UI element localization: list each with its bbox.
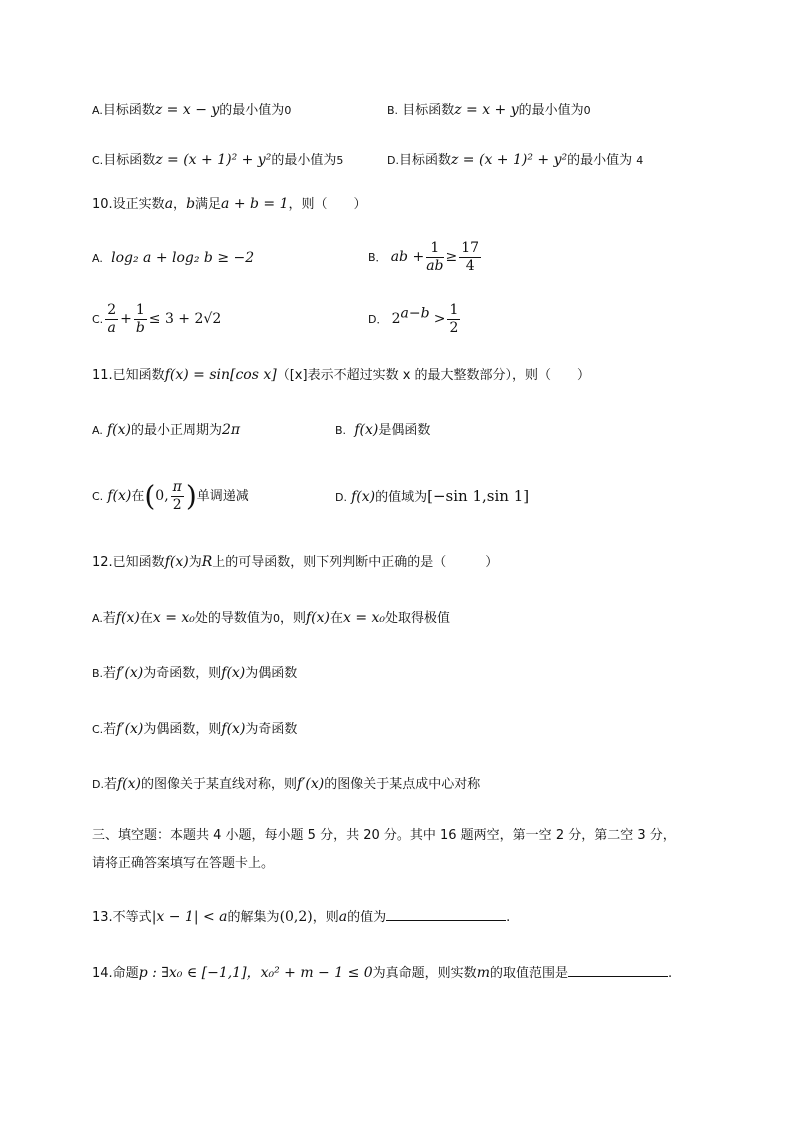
value: 0 bbox=[284, 104, 292, 117]
stem-text: ，则 bbox=[312, 910, 339, 925]
exponent: a−b bbox=[400, 305, 430, 322]
fx: f(x) bbox=[305, 610, 330, 626]
value: 2π bbox=[222, 422, 241, 438]
stem-text: 上的可导函数，则下列判断中正确的是（ ） bbox=[212, 555, 499, 570]
q14 bbox=[92, 962, 672, 984]
note: （[x]表示不超过实数 x 的最大整数部分），则（ ） bbox=[276, 368, 591, 383]
option-text: ，则 bbox=[279, 611, 306, 626]
fx: f(x) bbox=[351, 489, 376, 505]
option-text: 的最小值为 bbox=[271, 153, 337, 168]
fraction bbox=[134, 302, 147, 337]
section-3-heading-cont bbox=[92, 854, 274, 874]
formula: z = x − y bbox=[154, 102, 220, 118]
q9-option-b bbox=[387, 100, 591, 121]
option-text: 若 bbox=[102, 611, 116, 626]
formula: z = (x + 1)² + y² bbox=[450, 152, 568, 168]
denominator: 2 bbox=[172, 497, 182, 513]
option-text: 的最小值为 bbox=[518, 103, 584, 118]
numerator: 1 bbox=[135, 302, 145, 318]
q9-option-a bbox=[92, 100, 291, 121]
q12-option-d bbox=[92, 774, 480, 795]
option-text: 目标函数 bbox=[402, 103, 455, 118]
q11-option-b bbox=[335, 420, 430, 441]
stem-text: 10.设正实数 bbox=[92, 197, 165, 212]
fraction bbox=[171, 479, 184, 514]
fraction bbox=[447, 302, 460, 337]
fraction bbox=[426, 240, 443, 275]
fx: f(x) bbox=[116, 776, 141, 792]
value: 4 bbox=[636, 154, 644, 167]
stem-text: 满足 bbox=[195, 197, 222, 212]
answer-blank[interactable] bbox=[568, 962, 668, 977]
var-a: a bbox=[164, 196, 174, 212]
fx: f′(x) bbox=[297, 776, 325, 792]
option-text: 为偶函数，则 bbox=[143, 722, 222, 737]
option-text: 为奇函数 bbox=[245, 722, 298, 737]
fx: f(x) bbox=[164, 554, 189, 570]
left-paren: ( bbox=[144, 479, 156, 513]
section-instructions-line1: 三、填空题：本题共 4 小题，每小题 5 分，共 20 分。其中 16 题两空，第一空 2 分，第二空 3 分， bbox=[92, 828, 676, 843]
denominator: 2 bbox=[449, 320, 459, 336]
fx: f(x) bbox=[354, 422, 379, 438]
denominator: a bbox=[107, 320, 116, 336]
stem-text: 11.已知函数 bbox=[92, 368, 165, 383]
formula: z = x + y bbox=[454, 102, 519, 118]
section-3-heading bbox=[92, 826, 676, 846]
numerator: 1 bbox=[426, 240, 443, 258]
q10-option-c bbox=[92, 300, 221, 339]
comma: ， bbox=[173, 197, 187, 212]
q12-option-c bbox=[92, 719, 297, 740]
fx: f(x) bbox=[221, 721, 246, 737]
option-text: 单调递减 bbox=[196, 489, 249, 504]
q9-option-d bbox=[387, 150, 643, 171]
expression: x₀² + m − 1 ≤ 0 bbox=[260, 965, 373, 981]
option-text: 的最小正周期为 bbox=[130, 423, 222, 438]
fraction bbox=[459, 240, 481, 275]
q11-option-c bbox=[92, 474, 249, 519]
option-label: B. bbox=[335, 424, 347, 437]
function-def: f(x) = sin[cos x] bbox=[164, 367, 277, 383]
option-text: 在 bbox=[131, 489, 145, 504]
stem-text: 为 bbox=[188, 555, 202, 570]
relation: ≥ bbox=[445, 249, 458, 265]
var-a: a bbox=[338, 909, 348, 925]
option-label: B． bbox=[368, 251, 387, 264]
option-label: B. bbox=[387, 104, 399, 117]
denominator: b bbox=[135, 320, 145, 336]
fx: f(x) bbox=[107, 488, 132, 504]
formula: log₂ a + log₂ b ≥ −2 bbox=[111, 250, 255, 266]
option-label: A. bbox=[92, 424, 103, 437]
option-label: C. bbox=[92, 723, 104, 736]
q10-option-a bbox=[92, 248, 254, 269]
option-text: 在 bbox=[139, 611, 153, 626]
option-text: 为偶函数 bbox=[245, 666, 298, 681]
q9-option-c bbox=[92, 150, 343, 171]
solution-set: (0,2) bbox=[279, 909, 313, 925]
fx: f(x) bbox=[221, 665, 246, 681]
interval-left: 0, bbox=[155, 488, 169, 504]
option-text: 的值域为 bbox=[375, 490, 428, 505]
option-text: 目标函数 bbox=[103, 153, 156, 168]
right-paren: ) bbox=[185, 479, 197, 513]
inequality: |x − 1| < a bbox=[151, 909, 228, 925]
option-text: 为奇函数，则 bbox=[143, 666, 222, 681]
fx: f(x) bbox=[115, 610, 140, 626]
option-text: 是偶函数 bbox=[378, 423, 431, 438]
stem-text: 13.不等式 bbox=[92, 910, 152, 925]
option-text: 的最小值为 bbox=[219, 103, 285, 118]
option-label: D. bbox=[335, 491, 347, 504]
answer-blank[interactable] bbox=[386, 906, 506, 921]
option-text: 在 bbox=[329, 611, 343, 626]
option-text: 处的导数值为 bbox=[194, 611, 273, 626]
q11-option-d bbox=[335, 486, 529, 508]
option-text: 的最小值为 bbox=[567, 153, 633, 168]
option-label: C. bbox=[92, 490, 104, 503]
option-text: 目标函数 bbox=[102, 103, 155, 118]
fx: f′(x) bbox=[116, 721, 144, 737]
relation: > bbox=[433, 311, 446, 327]
var-b: b bbox=[186, 196, 196, 212]
stem-text: 的取值范围是 bbox=[489, 966, 568, 981]
option-text: 若 bbox=[103, 722, 117, 737]
formula: z = (x + 1)² + y² bbox=[155, 152, 272, 168]
q11-option-a bbox=[92, 420, 240, 441]
q10-option-b bbox=[368, 238, 483, 277]
option-label: B. bbox=[92, 667, 104, 680]
numerator: 2 bbox=[107, 302, 117, 318]
formula: x = x₀ bbox=[152, 610, 195, 626]
var-m: m bbox=[476, 965, 490, 981]
base: 2 bbox=[391, 311, 401, 327]
stem-text: 为真命题，则实数 bbox=[372, 966, 477, 981]
var-R: R bbox=[201, 554, 213, 570]
q12-option-a bbox=[92, 608, 450, 629]
q10-option-d bbox=[368, 300, 462, 339]
option-label: C. bbox=[92, 313, 104, 326]
q13 bbox=[92, 906, 510, 928]
value: 0 bbox=[272, 612, 280, 625]
option-text: 处取得极值 bbox=[385, 611, 451, 626]
option-text: 目标函数 bbox=[398, 153, 451, 168]
stem-text: ，则（ ） bbox=[288, 197, 367, 212]
q12-option-b bbox=[92, 663, 297, 684]
formula-left: ab + bbox=[390, 249, 425, 265]
condition: a + b = 1 bbox=[221, 196, 289, 212]
fraction bbox=[105, 302, 118, 337]
stem-text: 14.命题 bbox=[92, 966, 139, 981]
option-text: 的图像关于某点成中心对称 bbox=[324, 777, 481, 792]
proposition: p : ∃x₀ ∈ [−1,1]， bbox=[138, 965, 261, 981]
option-label: D. bbox=[387, 154, 399, 167]
denominator: 4 bbox=[465, 258, 475, 274]
q12-stem bbox=[92, 552, 498, 573]
formula: x = x₀ bbox=[342, 610, 386, 626]
option-label: A. bbox=[92, 612, 103, 625]
fx: f′(x) bbox=[116, 665, 144, 681]
range: [−sin 1,sin 1] bbox=[427, 487, 530, 505]
plus: + bbox=[120, 311, 132, 327]
numerator: 1 bbox=[449, 302, 459, 318]
denominator: ab bbox=[426, 258, 444, 274]
option-label: A. bbox=[92, 252, 103, 265]
rhs: ≤ 3 + 2√2 bbox=[148, 311, 222, 327]
option-label: A. bbox=[92, 104, 103, 117]
value: 5 bbox=[336, 154, 344, 167]
fx: f(x) bbox=[106, 422, 131, 438]
option-text: 若 bbox=[103, 777, 117, 792]
option-label: D． bbox=[368, 313, 388, 326]
option-text: 若 bbox=[103, 666, 117, 681]
q11-stem bbox=[92, 365, 590, 386]
period: . bbox=[506, 910, 511, 925]
stem-text: 12.已知函数 bbox=[92, 555, 165, 570]
numerator: π bbox=[172, 479, 182, 495]
value: 0 bbox=[583, 104, 591, 117]
option-label: D. bbox=[92, 778, 104, 791]
stem-text: 的解集为 bbox=[227, 910, 280, 925]
q10-stem bbox=[92, 194, 367, 215]
stem-text: 的值为 bbox=[347, 910, 387, 925]
period: . bbox=[667, 966, 673, 981]
option-text: 的图像关于某直线对称，则 bbox=[141, 777, 298, 792]
section-instructions-line2: 请将正确答案填写在答题卡上。 bbox=[92, 856, 275, 871]
numerator: 17 bbox=[461, 240, 480, 256]
option-label: C. bbox=[92, 154, 104, 167]
